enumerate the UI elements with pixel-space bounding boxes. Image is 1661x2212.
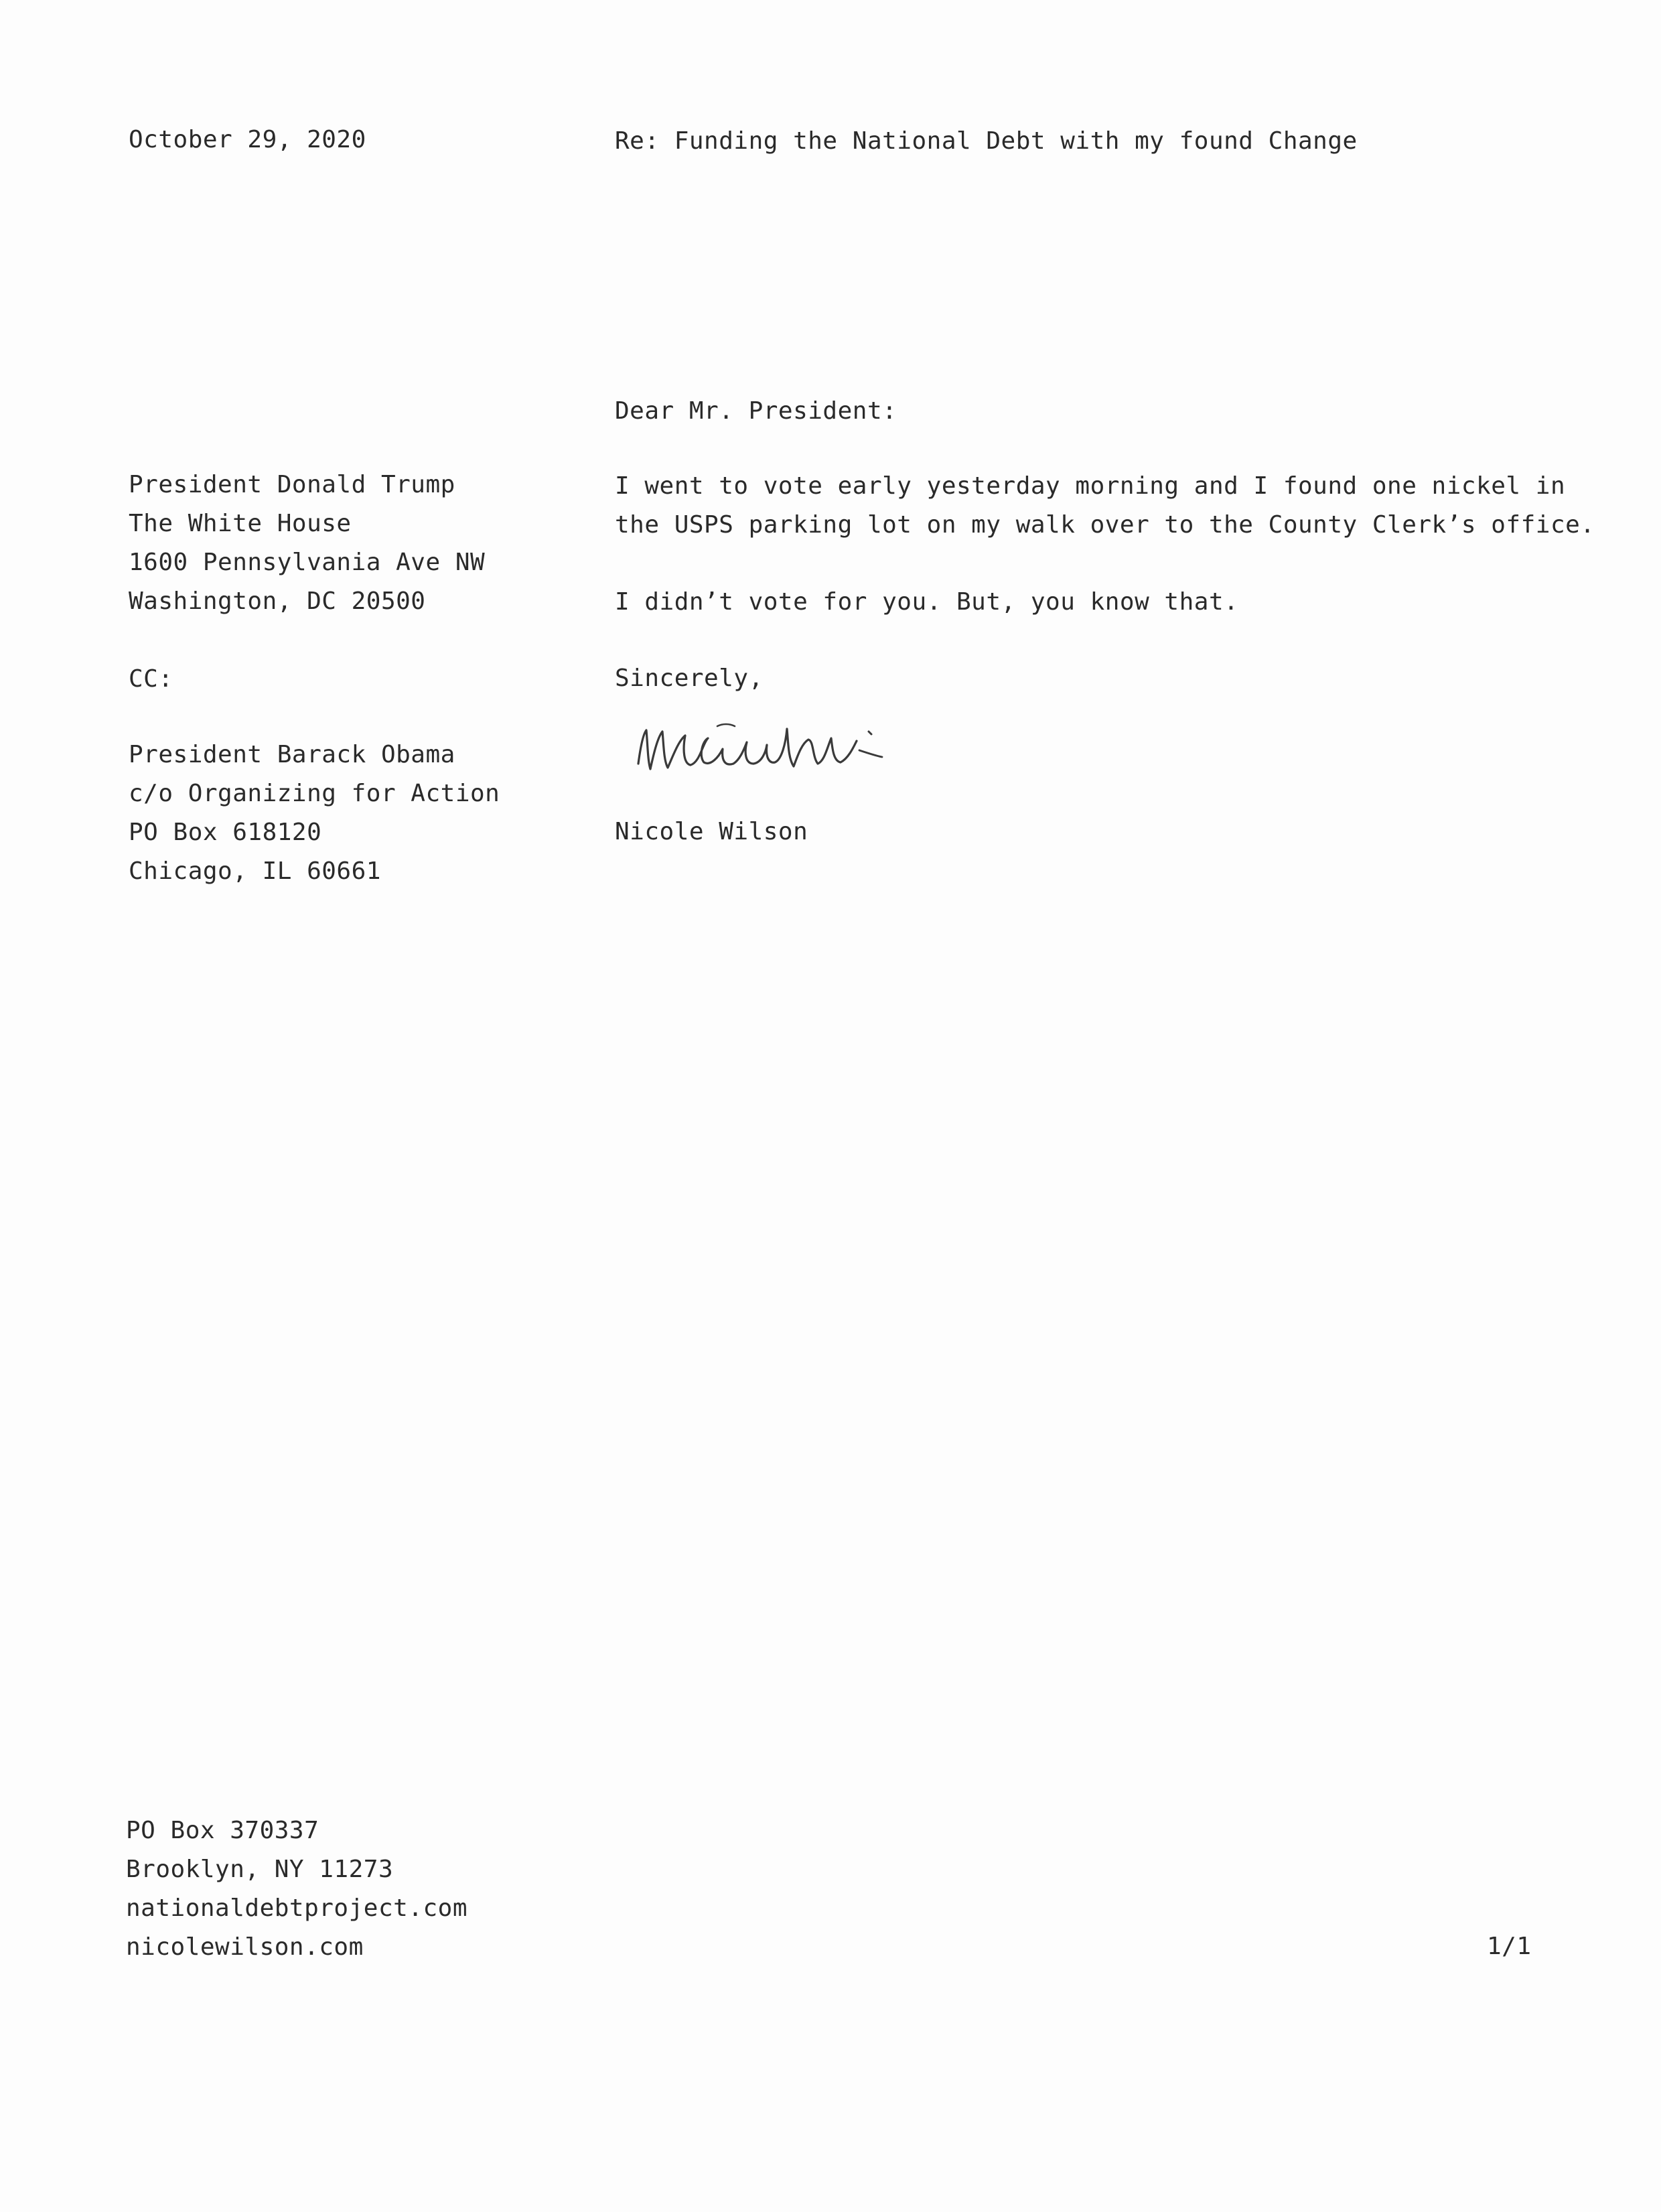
- sender-address-line: PO Box 370337: [126, 1817, 319, 1844]
- sender-footer: [126, 1811, 467, 1967]
- signer-name: Nicole Wilson: [615, 818, 808, 845]
- body-line: I went to vote early yesterday morning and I found one nickel in: [615, 472, 1566, 500]
- recipient-address-line: The White House: [129, 510, 352, 537]
- sender-website: nicolewilson.com: [126, 1933, 364, 1961]
- letter-date: October 29, 2020: [129, 126, 366, 153]
- recipient-name: President Donald Trump: [129, 471, 455, 498]
- handwritten-signature: [633, 697, 954, 790]
- cc-name: President Barack Obama: [129, 741, 455, 768]
- recipient-address: [129, 466, 485, 621]
- sender-website: nationaldebtproject.com: [126, 1894, 467, 1922]
- salutation: Dear Mr. President:: [615, 397, 897, 425]
- recipient-address-line: 1600 Pennsylvania Ave NW: [129, 549, 486, 576]
- body-paragraph-2: I didn’t vote for you. But, you know that.: [615, 588, 1239, 616]
- cc-address-line: c/o Organizing for Action: [129, 780, 500, 807]
- recipient-address-line: Washington, DC 20500: [129, 587, 426, 615]
- body-line: the USPS parking lot on my walk over to the County Clerk’s office.: [615, 511, 1595, 539]
- closing: Sincerely,: [615, 665, 764, 692]
- sender-address-line: Brooklyn, NY 11273: [126, 1856, 394, 1883]
- cc-address: [129, 736, 500, 891]
- cc-address-line: Chicago, IL 60661: [129, 857, 381, 885]
- cc-label: CC:: [129, 665, 173, 693]
- letter-subject: Re: Funding the National Debt with my found Change: [615, 127, 1358, 155]
- cc-address-line: PO Box 618120: [129, 819, 322, 846]
- page-number: 1/1: [1487, 1933, 1532, 1960]
- body-paragraph-1: [615, 467, 1595, 545]
